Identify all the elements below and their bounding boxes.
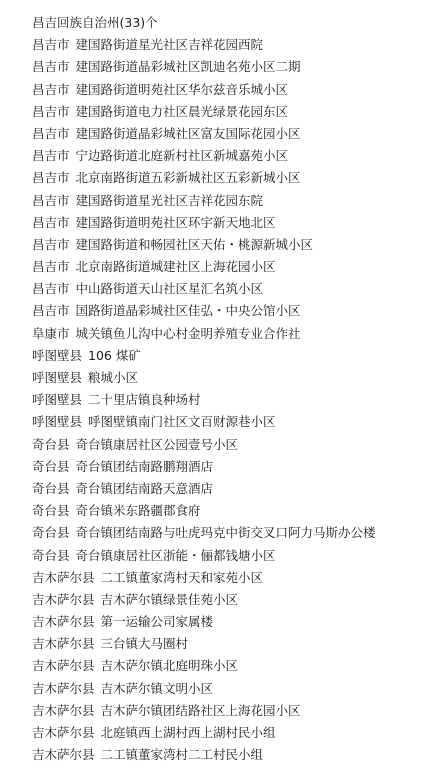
- place-name: 106 煤矿: [88, 347, 141, 363]
- place-name: 二工镇董家湾村天和家苑小区: [100, 569, 264, 585]
- area-name: 呼图壁县: [32, 370, 83, 385]
- place-name: 奇台镇康居社区公园壹号小区: [75, 436, 239, 452]
- place-name: 第一运输公司家属楼: [100, 614, 214, 630]
- area-name: 吉木萨尔县: [32, 569, 95, 585]
- area-name: 奇台县: [32, 458, 70, 474]
- place-name: 建国路街道星光社区吉祥花园东院: [75, 192, 264, 208]
- place-name: 奇台镇团结南路鹏翔酒店: [75, 458, 214, 474]
- list-item: [32, 545, 439, 567]
- list-item: [32, 79, 439, 101]
- area-name: 吉木萨尔县: [32, 591, 95, 607]
- place-name: 奇台镇康居社区浙能・俪都钱塘小区: [75, 547, 276, 563]
- place-name: 北京南路街道城建社区上海花园小区: [75, 259, 276, 275]
- list-item: [32, 123, 439, 145]
- area-name: 吉木萨尔县: [32, 636, 95, 652]
- area-name: 昌吉市: [32, 103, 70, 119]
- place-name: 二十里店镇良种场村: [88, 392, 201, 408]
- place-name: 吉木萨尔镇绿景佳苑小区: [100, 591, 239, 607]
- list-item: [32, 744, 439, 766]
- area-name: 昌吉市: [32, 214, 70, 230]
- list-item: [32, 167, 439, 189]
- area-name: 吉木萨尔县: [32, 725, 95, 740]
- list-item: [32, 633, 439, 655]
- list-item: [32, 56, 439, 78]
- area-name: 奇台县: [32, 480, 70, 496]
- area-name: 昌吉市: [32, 236, 70, 252]
- place-name: 二工镇董家湾村二工村民小组: [100, 747, 264, 763]
- list-title: 昌吉回族自治州(33)个: [32, 15, 158, 30]
- list-item: [32, 34, 439, 56]
- area-name: 昌吉市: [32, 148, 70, 164]
- place-name: 建国路街道明苑社区环宇新天地北区: [75, 214, 276, 230]
- list-item: [32, 522, 439, 544]
- list-item: [32, 567, 439, 589]
- place-name: 奇台镇米东路疆郡食府: [75, 503, 201, 519]
- place-name: 吉木萨尔镇北庭明珠小区: [100, 658, 239, 674]
- list-item: [32, 389, 439, 411]
- area-name: 昌吉市: [32, 59, 70, 75]
- list-item: [32, 300, 439, 322]
- area-name: 呼图壁县: [32, 347, 83, 363]
- area-name: 昌吉市: [32, 259, 70, 275]
- area-name: 阜康市: [32, 325, 70, 341]
- list-item: [32, 234, 439, 256]
- place-name: 中山路街道天山社区星汇名筑小区: [75, 281, 264, 297]
- area-name: 奇台县: [32, 547, 70, 563]
- area-name: 昌吉市: [32, 170, 70, 186]
- place-name: 北庭镇西上湖村西上湖村民小组: [100, 725, 276, 740]
- place-name: 城关镇鱼儿沟中心村金明养殖专业合作社: [75, 325, 301, 341]
- list-item: [32, 456, 439, 478]
- area-name: 昌吉市: [32, 303, 70, 319]
- list-item: [32, 323, 439, 345]
- list-item: [32, 722, 439, 744]
- list-item: [32, 256, 439, 278]
- place-name: 建国路街道星光社区吉祥花园西院: [75, 37, 264, 53]
- area-name: 奇台县: [32, 503, 70, 519]
- list-item: [32, 101, 439, 123]
- place-name: 建国路街道和畅园社区天佑・桃源新城小区: [75, 236, 314, 252]
- area-name: 昌吉市: [32, 281, 70, 297]
- list-item: [32, 655, 439, 677]
- area-name: 吉木萨尔县: [32, 680, 95, 696]
- place-name: 建国路街道晶彩城社区富友国际花园小区: [75, 125, 301, 141]
- area-name: 呼图壁县: [32, 414, 83, 430]
- list-item: [32, 700, 439, 722]
- list-item: [32, 278, 439, 300]
- area-name: 奇台县: [32, 525, 70, 541]
- area-name: 呼图壁县: [32, 392, 83, 408]
- area-name: 昌吉市: [32, 125, 70, 141]
- place-name: 三台镇大马圈村: [100, 636, 189, 652]
- list-item: [32, 478, 439, 500]
- area-name: 昌吉市: [32, 37, 70, 53]
- list-item: [32, 611, 439, 633]
- list-item: [32, 434, 439, 456]
- place-name: 建国路街道电力社区晨光绿景花园东区: [75, 103, 289, 119]
- list-item: [32, 367, 439, 389]
- list-item: [32, 589, 439, 611]
- place-name: 国路街道晶彩城社区佳弘・中央公馆小区: [75, 303, 301, 319]
- list-item: [32, 500, 439, 522]
- area-name: 奇台县: [32, 436, 70, 452]
- place-name: 奇台镇团结南路天意酒店: [75, 480, 214, 496]
- list-item: [32, 190, 439, 212]
- area-name: 昌吉市: [32, 192, 70, 208]
- place-name: 建国路街道晶彩城社区凯迪名苑小区二期: [75, 59, 301, 75]
- location-list: [32, 34, 439, 766]
- place-name: 北京南路街道五彩新城社区五彩新城小区: [75, 170, 301, 186]
- list-item: [32, 345, 439, 367]
- area-name: 吉木萨尔县: [32, 747, 95, 763]
- list-item: [32, 678, 439, 700]
- area-name: 吉木萨尔县: [32, 702, 95, 718]
- place-name: 建国路街道明苑社区华尔兹音乐城小区: [75, 81, 289, 97]
- place-name: 奇台镇团结南路与吐虎玛克中街交叉口阿力马斯办公楼: [75, 525, 376, 541]
- list-item: [32, 145, 439, 167]
- place-name: 吉木萨尔镇文明小区: [100, 680, 214, 696]
- place-name: 粮城小区: [88, 370, 139, 385]
- area-name: 吉木萨尔县: [32, 614, 95, 630]
- area-name: 吉木萨尔县: [32, 658, 95, 674]
- place-name: 呼图壁镇南门社区文百财源巷小区: [88, 414, 276, 430]
- list-item: [32, 411, 439, 433]
- area-name: 昌吉市: [32, 81, 70, 97]
- place-name: 宁边路街道北庭新村社区新城嘉苑小区: [75, 148, 289, 164]
- place-name: 吉木萨尔镇团结路社区上海花园小区: [100, 702, 301, 718]
- list-item: [32, 212, 439, 234]
